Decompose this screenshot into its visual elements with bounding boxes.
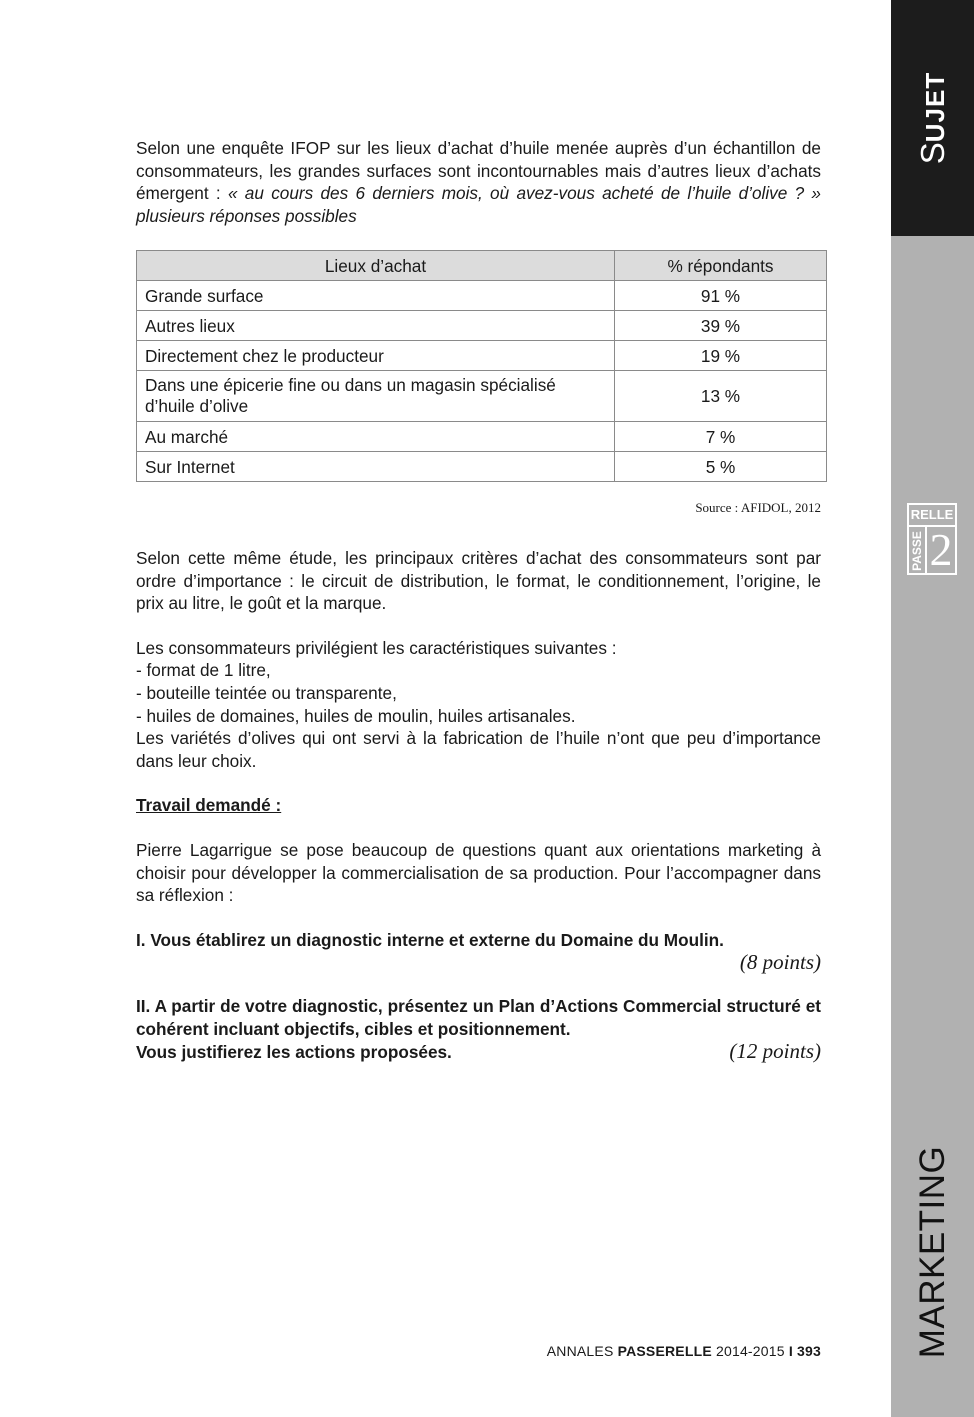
marketing-label: MARKETING — [913, 1145, 952, 1359]
page-body — [136, 137, 821, 1064]
table-row — [137, 281, 827, 311]
cell-lieu: Sur Internet — [137, 452, 615, 482]
cell-lieu: Dans une épicerie fine ou dans un magasin spécialisé d’huile d’olive — [137, 371, 615, 422]
question-1: I. Vous établirez un diagnostic interne et externe du Domaine du Moulin. — [136, 929, 724, 950]
preference-item: - bouteille teintée ou transparente, — [136, 682, 397, 703]
purchase-places-table — [136, 250, 827, 482]
question-2: II. A partir de votre diagnostic, présentez un Plan d’Actions Commercial structuré et cohérent incluant objectifs, cibles et positionnement. — [136, 996, 821, 1039]
logo-left-text: PASSE — [910, 531, 924, 571]
cell-pct: 91 % — [615, 281, 827, 311]
footer-passerelle: PASSERELLE — [617, 1343, 712, 1359]
preferences-intro: Les consommateurs privilégient les caractéristiques suivantes : — [136, 637, 617, 658]
question-1-points: (8 points) — [739, 950, 821, 975]
preference-item: - huiles de domaines, huiles de moulin, huiles artisanales. — [136, 705, 576, 726]
cell-lieu: Directement chez le producteur — [137, 341, 615, 371]
page-footer — [547, 1343, 821, 1359]
table-row — [137, 371, 827, 422]
cell-pct: 39 % — [615, 311, 827, 341]
intro-text: Selon une enquête IFOP sur les lieux d’achat d’huile menée auprès d’un échantillon de consommateurs, les grandes surfaces sont incontournables mais d’autres lieux d’achats émergent : — [136, 138, 821, 204]
varieties-paragraph: Les variétés d’olives qui ont servi à la fabrication de l’huile n’ont que peu d’importance dans leur choix. — [136, 728, 821, 771]
passerelle-logo — [907, 503, 957, 575]
cell-pct: 13 % — [615, 371, 827, 422]
sujet-rest: UJET — [920, 71, 950, 143]
cell-lieu: Au marché — [137, 422, 615, 452]
sujet-label — [914, 72, 952, 164]
table-row — [137, 341, 827, 371]
footer-years: 2014-2015 — [715, 1343, 785, 1359]
cell-pct: 5 % — [615, 452, 827, 482]
table-header-row — [137, 251, 827, 281]
table-row — [137, 311, 827, 341]
question-2-justify: Vous justifierez les actions proposées. — [136, 1042, 452, 1063]
sujet-tab — [891, 0, 974, 236]
page-number: 393 — [797, 1343, 821, 1359]
table-row — [137, 452, 827, 482]
cell-pct: 19 % — [615, 341, 827, 371]
work-intro: Pierre Lagarrigue se pose beaucoup de questions quant aux orientations marketing à choisir pour développer la commercialisation de sa production. Pour l’accompagner dans sa réflexion : — [136, 839, 821, 906]
side-band — [891, 0, 974, 1417]
work-heading: Travail demandé : — [136, 795, 282, 816]
sujet-initial: S — [914, 142, 951, 165]
logo-number: 2 — [929, 524, 953, 575]
table-row — [137, 422, 827, 452]
footer-annales: ANNALES — [546, 1343, 614, 1359]
logo-top-text: RELLE — [909, 505, 955, 527]
intro-paragraph — [136, 137, 821, 227]
survey-question: « au cours des 6 derniers mois, où avez-vous acheté de l’huile d’olive ? » plusieurs réponses possibles — [136, 183, 821, 226]
footer-separator: I — [788, 1343, 793, 1359]
preference-item: - format de 1 litre, — [136, 660, 271, 681]
table-source: Source : AFIDOL, 2012 — [695, 500, 821, 516]
question-2-points: (12 points) — [729, 1039, 821, 1064]
header-pct: % répondants — [615, 251, 827, 281]
criteria-paragraph: Selon cette même étude, les principaux critères d’achat des consommateurs sont par ordre d’importance : le circuit de distribution, le format, le conditionnement, l’origine, le prix au litre, le goût et la marque. — [136, 547, 821, 614]
header-lieux: Lieux d’achat — [137, 251, 615, 281]
cell-lieu: Grande surface — [137, 281, 615, 311]
cell-pct: 7 % — [615, 422, 827, 452]
cell-lieu: Autres lieux — [137, 311, 615, 341]
